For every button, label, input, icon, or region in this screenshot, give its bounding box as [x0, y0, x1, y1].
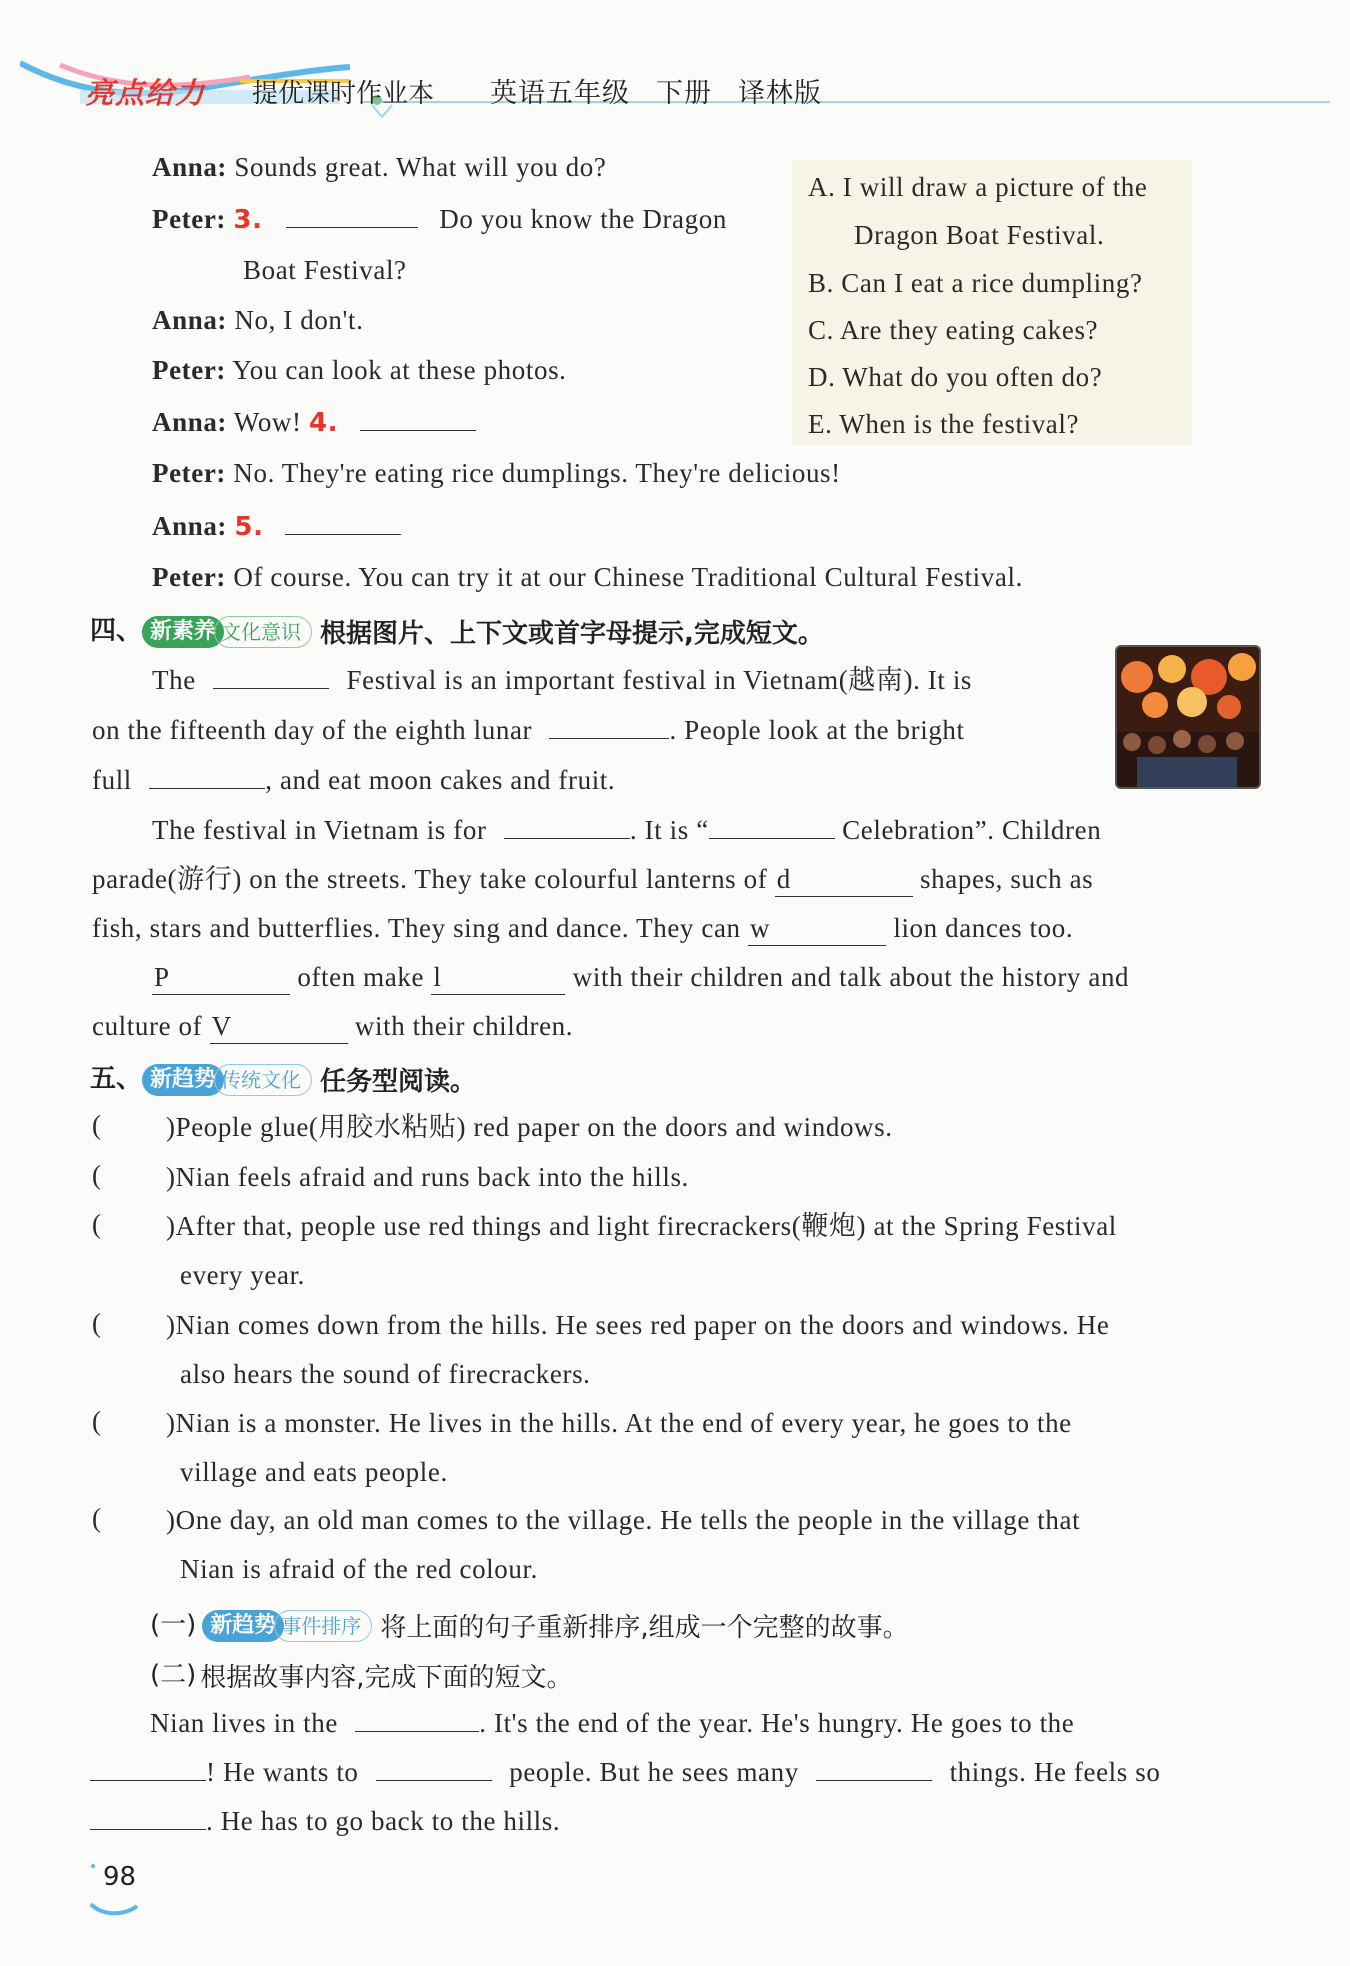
story-sentence-cont: village and eats people. [180, 1457, 448, 1487]
traditional-culture-tag: 传统文化 [214, 1064, 312, 1096]
story-sentence-cont: also hears the sound of firecrackers. [180, 1359, 591, 1389]
paren-close: ) [166, 1162, 176, 1192]
line-text: Do you know the Dragon [439, 204, 727, 234]
sentence-text: Nian feels afraid and runs back into the hills. [175, 1162, 689, 1192]
term-label: 下册 [656, 78, 712, 109]
story-sentence [166, 1503, 1080, 1537]
paren-close: ) [166, 1505, 176, 1535]
story-sentence [166, 1209, 1117, 1243]
order-paren-open[interactable]: ( [92, 1503, 101, 1533]
speaker: Peter: [152, 355, 227, 385]
passage-line-4 [152, 812, 1101, 847]
initial-letter-blank[interactable]: l [431, 960, 565, 995]
new-trend-badge: 新趋势 [142, 1064, 224, 1096]
brand-logo-text: 亮点给力 [85, 76, 206, 110]
passage-line-2 [92, 712, 965, 747]
dialogue-line-7 [152, 508, 401, 544]
passage-text: Festival is an important festival in Vietnam(越南). It is [346, 665, 973, 695]
fill-blank[interactable] [549, 712, 669, 739]
passage-line-1 [152, 662, 972, 697]
initial-letter-blank[interactable]: w [748, 911, 886, 946]
story-sentence-cont: every year. [180, 1260, 306, 1290]
subtask-instruction: 将上面的句子重新排序,组成一个完整的故事。 [380, 1613, 909, 1643]
dialogue-line-3 [152, 303, 363, 337]
passage-text: . People look at the bright [669, 715, 965, 745]
speaker: Peter: [152, 204, 227, 234]
story-sentence [166, 1160, 689, 1194]
order-paren-open[interactable]: ( [92, 1406, 101, 1436]
order-paren-open[interactable]: ( [92, 1308, 101, 1338]
answer-blank-4[interactable] [360, 404, 476, 431]
culture-awareness-tag: 文化意识 [214, 616, 312, 648]
story-sentence [166, 1110, 893, 1144]
passage-text: fish, stars and butterflies. They sing and dance. They can [92, 913, 741, 943]
line-text: Of course. You can try it at our Chinese Traditional Cultural Festival. [233, 562, 1023, 592]
passage-text: with their children. [354, 1011, 574, 1041]
paren-close: ) [166, 1112, 176, 1142]
section-number: 四、 [90, 616, 143, 646]
passage-text: on the fifteenth day of the eighth lunar [92, 715, 533, 745]
dialogue-line-2 [152, 201, 727, 237]
option-d: D. What do you often do? [808, 362, 1103, 392]
line-text: You can look at these photos. [232, 355, 567, 385]
option-b: B. Can I eat a rice dumpling? [808, 268, 1143, 298]
speaker: Peter: [152, 562, 227, 592]
subtask-2-title [150, 1654, 573, 1694]
summary-line-1 [150, 1705, 1074, 1740]
dialogue-line-1 [152, 150, 606, 184]
paren-close: ) [166, 1211, 176, 1241]
subtask-number: (一) [150, 1610, 197, 1640]
initial-letter-blank[interactable]: d [775, 862, 913, 897]
passage-text: lion dances too. [893, 913, 1074, 943]
passage-line-3 [92, 762, 615, 797]
section-5-title [90, 1058, 476, 1098]
option-e: E. When is the festival? [808, 409, 1080, 439]
question-number: 4. [308, 408, 339, 438]
section-4-title [90, 610, 824, 650]
fill-blank[interactable] [504, 812, 630, 839]
sentence-text: One day, an old man comes to the village. He tells the people in the village that [175, 1505, 1081, 1535]
initial-letter-blank[interactable]: V [210, 1009, 348, 1044]
summary-line-2 [90, 1754, 1160, 1789]
event-ordering-tag: 事件排序 [274, 1610, 372, 1642]
passage-text: The [152, 665, 196, 695]
summary-text: Nian lives in the [150, 1708, 338, 1738]
mid-autumn-lantern-photo [1115, 645, 1261, 789]
passage-text: parade(游行) on the streets. They take colourful lanterns of [92, 864, 768, 894]
passage-text: Celebration”. Children [842, 815, 1102, 845]
subtask-number: (二) [150, 1660, 197, 1690]
fill-blank[interactable] [213, 662, 329, 689]
dialogue-line-5 [152, 404, 476, 440]
passage-text: . It is “ [629, 815, 709, 845]
option-a: A. I will draw a picture of the [808, 172, 1148, 202]
story-sentence [166, 1308, 1109, 1342]
fill-blank[interactable] [709, 812, 835, 839]
passage-line-8 [92, 1009, 573, 1044]
option-a-cont: Dragon Boat Festival. [854, 220, 1105, 250]
passage-line-5 [92, 862, 1093, 897]
sentence-text: After that, people use red things and light firecrackers(鞭炮) at the Spring Festival [175, 1211, 1117, 1241]
new-literacy-badge: 新素养 [142, 616, 224, 648]
page-number: 98 [103, 1862, 137, 1892]
passage-text: The festival in Vietnam is for [152, 815, 487, 845]
order-paren-open[interactable]: ( [92, 1110, 101, 1140]
book-info [490, 71, 848, 110]
summary-line-3 [90, 1803, 560, 1838]
fill-blank[interactable] [90, 1803, 206, 1830]
story-sentence [166, 1406, 1072, 1440]
summary-text: people. But he sees many [509, 1757, 799, 1787]
order-paren-open[interactable]: ( [92, 1160, 101, 1190]
dialogue-line-2-cont: Boat Festival? [243, 255, 407, 285]
speaker: Anna: [152, 305, 228, 335]
passage-text: with their children and talk about the history and [572, 962, 1130, 992]
passage-text: shapes, such as [920, 864, 1094, 894]
passage-text: full [92, 765, 132, 795]
summary-text: . It's the end of the year. He's hungry. He goes to the [479, 1708, 1075, 1738]
speaker: Anna: [152, 511, 228, 541]
option-c: C. Are they eating cakes? [808, 315, 1099, 345]
subtask-1-title [150, 1604, 909, 1644]
grade-label: 英语五年级 [490, 78, 630, 109]
page-header [20, 55, 1330, 125]
passage-text: often make [297, 962, 425, 992]
passage-line-6 [92, 911, 1073, 946]
speaker: Anna: [152, 407, 228, 437]
sentence-text: Nian is a monster. He lives in the hills. At the end of every year, he goes to the [175, 1408, 1072, 1438]
fill-blank[interactable] [816, 1754, 932, 1781]
passage-line-7 [152, 960, 1129, 995]
story-sentence-cont: Nian is afraid of the red colour. [180, 1554, 538, 1584]
summary-text: things. He feels so [949, 1757, 1161, 1787]
line-text: No. They're eating rice dumplings. They're delicious! [233, 458, 841, 488]
sentence-text: Nian comes down from the hills. He sees red paper on the doors and windows. He [175, 1310, 1110, 1340]
line-text: Sounds great. What will you do? [234, 152, 607, 182]
dialogue-line-6 [152, 456, 841, 490]
paren-close: ) [166, 1408, 176, 1438]
question-number: 3. [233, 205, 263, 235]
fill-blank[interactable] [90, 1754, 206, 1781]
passage-text: culture of [92, 1011, 203, 1041]
answer-blank-3[interactable] [286, 201, 418, 228]
summary-text: . He has to go back to the hills. [206, 1806, 561, 1836]
initial-letter-blank[interactable]: P [152, 960, 290, 995]
line-text: No, I don't. [234, 305, 364, 335]
fill-blank[interactable] [376, 1754, 492, 1781]
order-paren-open[interactable]: ( [92, 1209, 101, 1239]
answer-blank-5[interactable] [285, 508, 401, 535]
new-trend-badge: 新趋势 [202, 1610, 284, 1642]
edition-label: 译林版 [738, 78, 822, 109]
paren-close: ) [166, 1310, 176, 1340]
summary-text: ! He wants to [206, 1757, 359, 1787]
fill-blank[interactable] [149, 762, 265, 789]
dialogue-line-8 [152, 560, 1023, 594]
question-number: 5. [234, 512, 264, 542]
line-text: Wow! [233, 407, 302, 437]
section-instruction: 任务型阅读。 [320, 1067, 477, 1097]
fill-blank[interactable] [355, 1705, 479, 1732]
speaker: Anna: [152, 152, 228, 182]
section-number: 五、 [90, 1064, 143, 1094]
dialogue-line-4 [152, 353, 567, 387]
speaker: Peter: [152, 458, 227, 488]
series-title: 提优课时作业本 [252, 79, 435, 109]
passage-text: , and eat moon cakes and fruit. [265, 765, 616, 795]
subtask-instruction: 根据故事内容,完成下面的短文。 [200, 1663, 573, 1693]
section-instruction: 根据图片、上下文或首字母提示,完成短文。 [320, 619, 824, 649]
sentence-text: People glue(用胶水粘贴) red paper on the doors and windows. [175, 1112, 893, 1142]
